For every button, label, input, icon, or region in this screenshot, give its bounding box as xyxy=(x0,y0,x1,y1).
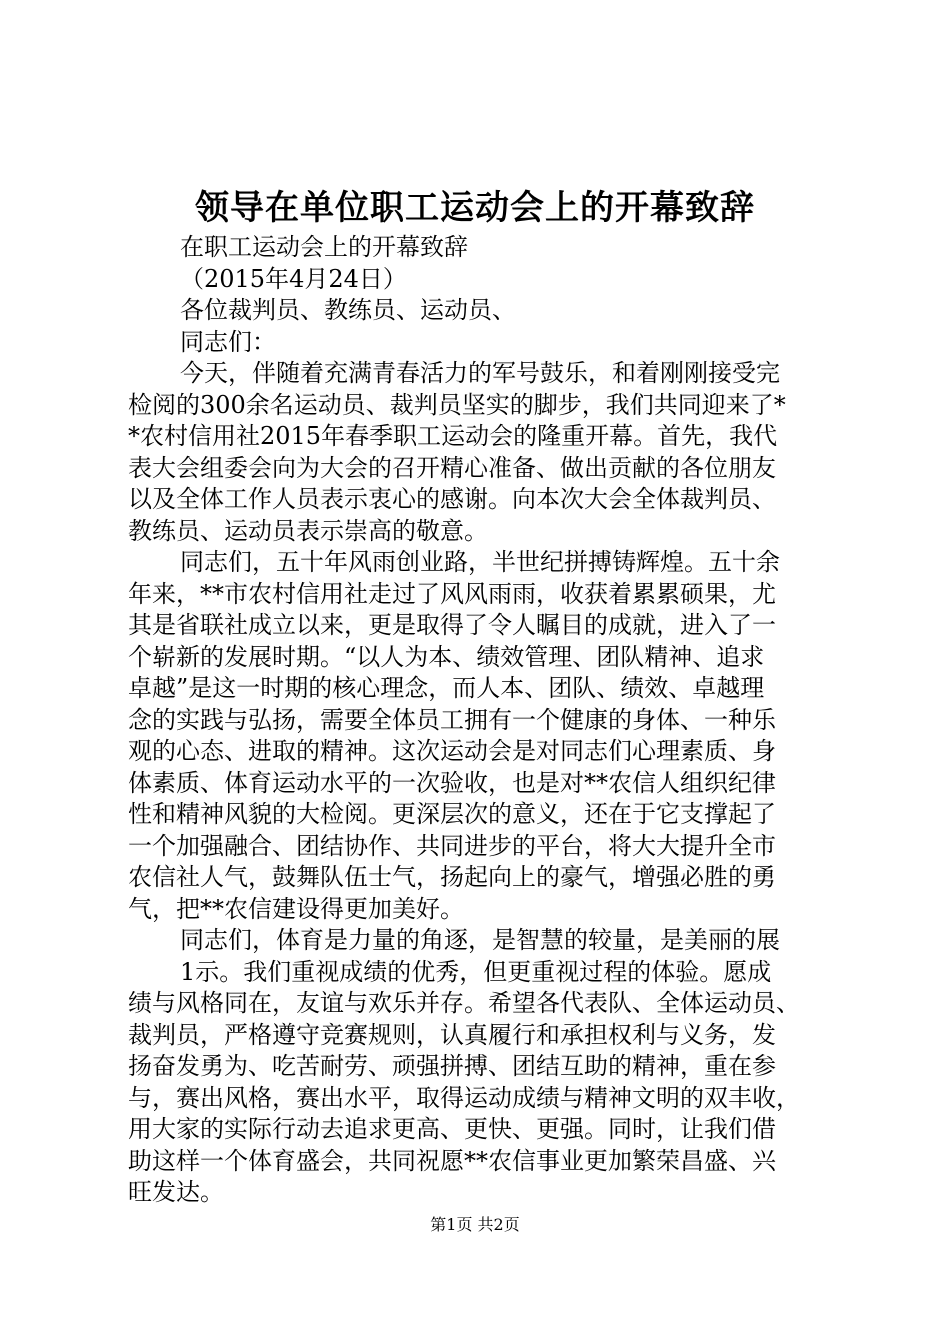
paragraph-line: *农村信用社2015年春季职工运动会的隆重开幕。首先，我代 xyxy=(128,422,778,450)
paragraph-line: 卓越”是这一时期的核心理念，而人本、团队、绩效、卓越理 xyxy=(128,674,765,702)
paragraph-line: 绩与风格同在，友谊与欢乐并存。希望各代表队、全体运动员、 xyxy=(128,989,800,1017)
date-line: （2015年4月24日） xyxy=(180,264,407,293)
paragraph-line: 检阅的300余名运动员、裁判员坚实的脚步，我们共同迎来了* xyxy=(128,390,786,419)
salutation-line: 各位裁判员、教练员、运动员、 xyxy=(180,296,516,324)
paragraph-line: 其是省联社成立以来，更是取得了令人瞩目的成就，进入了一 xyxy=(128,611,776,639)
paragraph-line: 性和精神风貌的大检阅。更深层次的意义，还在于它支撑起了 xyxy=(128,800,776,828)
paragraph-line: 年来，**市农村信用社走过了风风雨雨，收获着累累硕果，尤 xyxy=(128,579,776,608)
subtitle-line: 在职工运动会上的开幕致辞 xyxy=(180,233,468,261)
paragraph-line: 与，赛出风格，赛出水平，取得运动成绩与精神文明的双丰收， xyxy=(128,1083,800,1112)
paragraph-line: 一个加强融合、团结协作、共同进步的平台，将大大提升全市 xyxy=(128,831,776,860)
page-footer: 第1页 共2页 xyxy=(430,1215,520,1234)
paragraph-line: 1示。我们重视成绩的优秀，但更重视过程的体验。愿成 xyxy=(180,957,772,986)
paragraph-line: 观的心态、进取的精神。这次运动会是对同志们心理素质、身 xyxy=(128,737,776,765)
salutation-line: 同志们： xyxy=(180,327,276,356)
paragraph-line: 教练员、运动员表示崇高的敬意。 xyxy=(128,516,488,545)
paragraph-line: 体素质、体育运动水平的一次验收，也是对**农信人组织纪律 xyxy=(128,768,776,797)
paragraph-line: 今天，伴随着充满青春活力的军号鼓乐，和着刚刚接受完 xyxy=(180,359,780,387)
paragraph-line: 以及全体工作人员表示衷心的感谢。向本次大会全体裁判员、 xyxy=(128,485,776,513)
paragraph-line: 扬奋发勇为、吃苦耐劳、顽强拼搏、团结互助的精神，重在参 xyxy=(128,1052,776,1080)
paragraph-line: 个崭新的发展时期。“以人为本、绩效管理、团队精神、追求 xyxy=(128,642,765,671)
paragraph-line: 旺发达。 xyxy=(128,1178,224,1206)
paragraph-line: 助这样一个体育盛会，共同祝愿**农信事业更加繁荣昌盛、兴 xyxy=(128,1146,776,1175)
paragraph-line: 同志们，体育是力量的角逐，是智慧的较量，是美丽的展 xyxy=(180,926,780,954)
paragraph-line: 裁判员，严格遵守竞赛规则，认真履行和承担权利与义务，发 xyxy=(128,1020,776,1049)
paragraph-line: 气，把**农信建设得更加美好。 xyxy=(128,894,464,923)
paragraph-line: 农信社人气，鼓舞队伍士气，扬起向上的豪气，增强必胜的勇 xyxy=(128,863,776,891)
paragraph-line: 用大家的实际行动去追求更高、更快、更强。同时，让我们借 xyxy=(128,1115,776,1143)
paragraph-line: 表大会组委会向为大会的召开精心准备、做出贡献的各位朋友 xyxy=(128,453,776,482)
paragraph-line: 念的实践与弘扬，需要全体员工拥有一个健康的身体、一种乐 xyxy=(128,705,776,734)
document-body xyxy=(128,232,836,1209)
document-title: 领导在单位职工运动会上的开幕致辞 xyxy=(195,188,755,228)
paragraph-line: 同志们，五十年风雨创业路，半世纪拼搏铸辉煌。五十余 xyxy=(180,548,780,576)
